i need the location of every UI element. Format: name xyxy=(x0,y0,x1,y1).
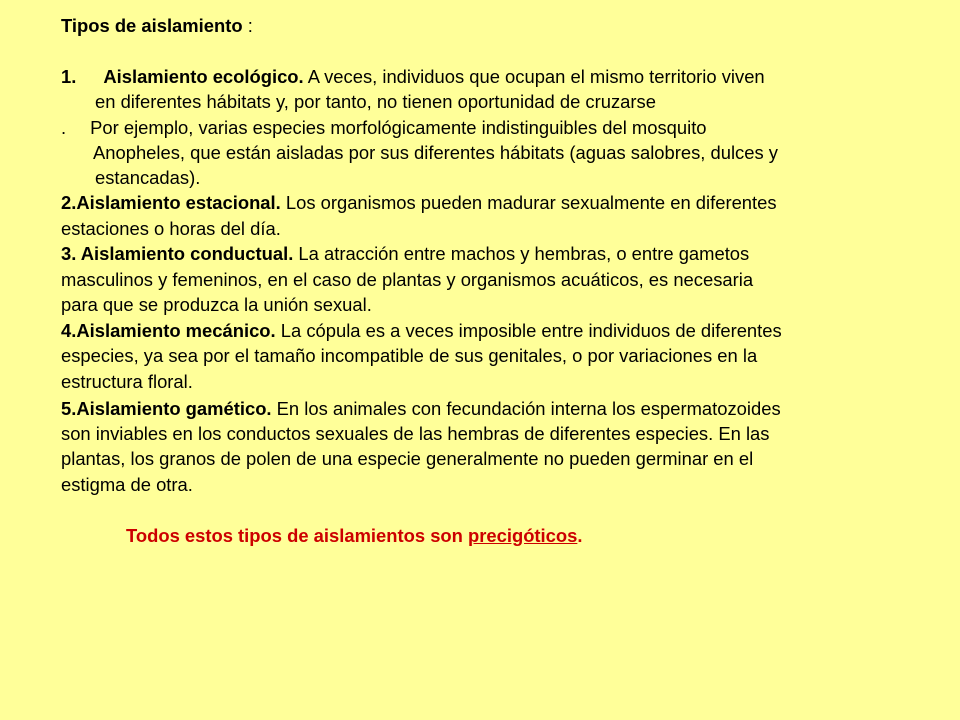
item-1-line-2: en diferentes hábitats y, por tanto, no tienen oportunidad de cruzarse xyxy=(95,91,656,112)
item-5-title: 5.Aislamiento gamético. xyxy=(61,398,272,419)
item-3-title: 3. Aislamiento conductual. xyxy=(61,243,294,264)
item-4-line-1 xyxy=(61,318,782,343)
item-2-line-2: estaciones o horas del día. xyxy=(61,218,281,239)
item-2-title: 2.Aislamiento estacional. xyxy=(61,192,281,213)
item-5-line-3: plantas, los granos de polen de una especie generalmente no pueden germinar en el xyxy=(61,448,754,469)
item-1-text-1: A veces, individuos que ocupan el mismo territorio viven xyxy=(303,66,765,87)
heading-colon: : xyxy=(242,15,253,36)
item-1-title: Aislamiento ecológico. xyxy=(103,66,304,87)
item-4-text-1: La cópula es a veces imposible entre individuos de diferentes xyxy=(275,320,782,341)
item-2-text-1: Los organismos pueden madurar sexualmente en diferentes xyxy=(280,192,777,213)
conclusion xyxy=(126,523,582,548)
item-3-line-3: para que se produzca la unión sexual. xyxy=(61,294,372,315)
item-3-text-1: La atracción entre machos y hembras, o entre gametos xyxy=(293,243,750,264)
conclusion-period: . xyxy=(577,525,583,546)
item-4-title: 4.Aislamiento mecánico. xyxy=(61,320,276,341)
item-1-line-4: Anopheles, que están aisladas por sus diferentes hábitats (aguas salobres, dulces y xyxy=(93,142,778,163)
item-1-number: 1. xyxy=(61,66,77,87)
item-1-bullet: . xyxy=(61,117,67,138)
heading-title: Tipos de aislamiento xyxy=(61,15,243,36)
item-4-line-2: especies, ya sea por el tamaño incompatible de sus genitales, o por variaciones en la xyxy=(61,345,758,366)
item-5-line-2: son inviables en los conductos sexuales de las hembras de diferentes especies. En las xyxy=(61,423,770,444)
item-1-line-5: estancadas). xyxy=(95,167,201,188)
item-4-line-3: estructura floral. xyxy=(61,371,193,392)
item-1-example-1: Por ejemplo, varias especies morfológicamente indistinguibles del mosquito xyxy=(90,117,707,138)
item-3-line-2: masculinos y femeninos, en el caso de plantas y organismos acuáticos, es necesaria xyxy=(61,269,754,290)
item-2-line-1 xyxy=(61,190,777,215)
conclusion-text: Todos estos tipos de aislamientos son xyxy=(126,525,468,546)
item-3-line-1 xyxy=(61,241,749,266)
item-5-line-4: estigma de otra. xyxy=(61,474,193,495)
item-1-line-1 xyxy=(61,64,765,89)
item-5-line-1 xyxy=(61,396,781,421)
item-1-line-3 xyxy=(61,115,707,140)
precigoticos-link[interactable]: precigóticos xyxy=(468,525,578,546)
heading xyxy=(61,13,253,38)
item-5-text-1: En los animales con fecundación interna los espermatozoides xyxy=(271,398,781,419)
